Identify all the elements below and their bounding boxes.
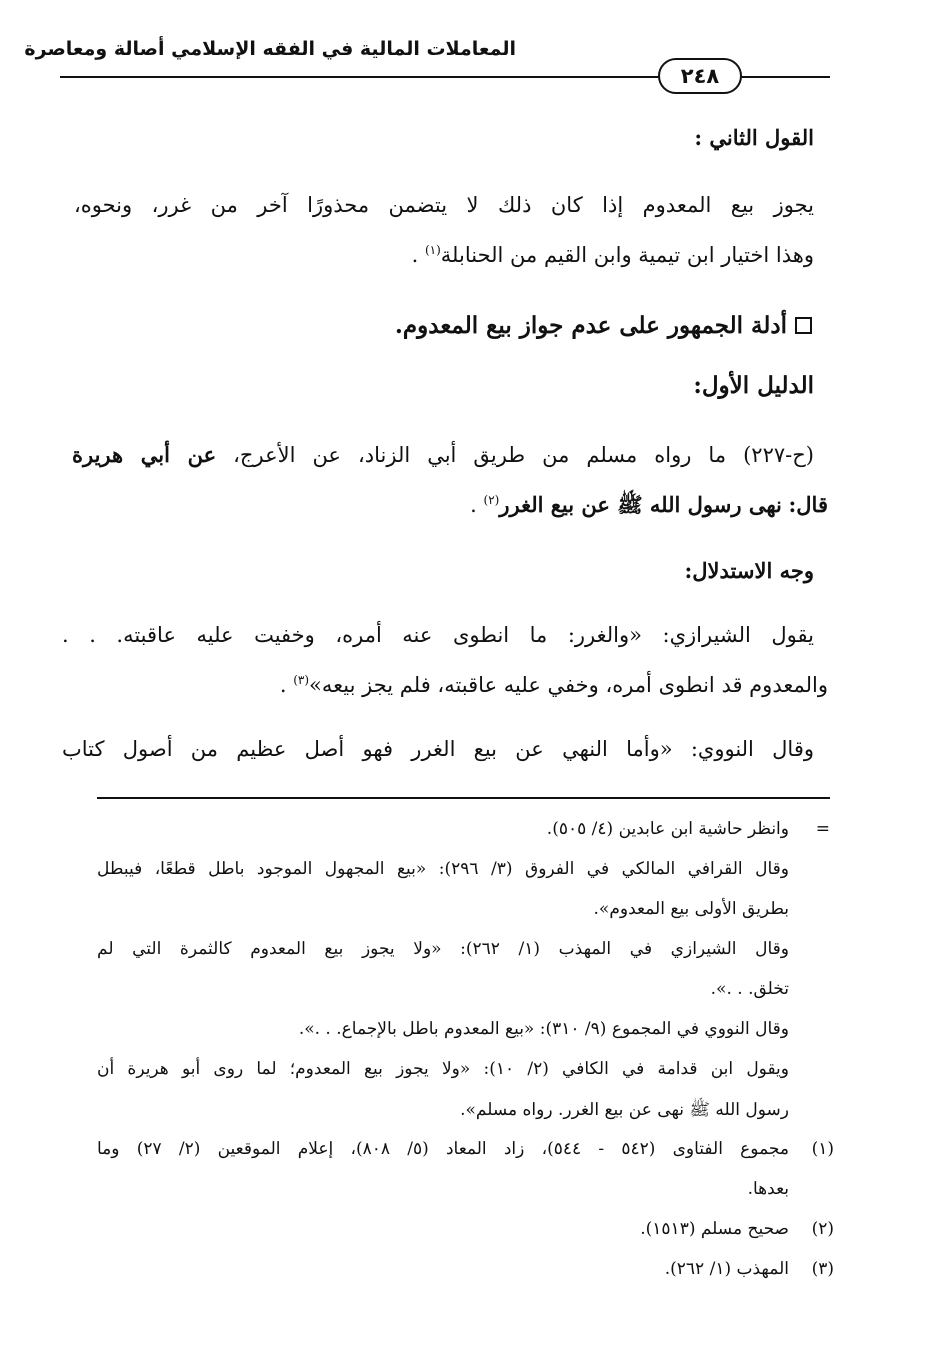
continuation-marker: = [815,819,830,839]
footnote-number: (٣) [811,1259,834,1279]
footnote-line: رسول الله ﷺ نهى عن بيع الغرر. رواه مسلم». [460,1100,789,1120]
footnote-number: (١) [811,1139,834,1159]
punctuation: . [470,493,477,517]
hadith-matn: نهى رسول الله ﷺ عن بيع الغرر [499,492,782,517]
punctuation: . [411,243,419,267]
quote-line: يقول الشيرازي: «والغرر: ما انطوى عنه أمره، وخفيت عليه عاقبته. . . [62,623,814,647]
footnote-number: (٢) [811,1219,834,1239]
footnote-ref: (٣) [293,673,310,687]
checkbox-square-icon [795,317,812,334]
hadith-narrator: عن أبي هريرة [72,442,217,467]
footnote-line: وانظر حاشية ابن عابدين (٤/ ٥٠٥). [546,819,789,839]
footnote-ref: (٢) [483,493,500,507]
footnote-line: تخلق. . .». [710,979,789,999]
inference-heading: وجه الاستدلال: [684,558,814,583]
quote-line: وقال النووي: «وأما النهي عن بيع الغرر فهو أصل عظيم من أصول كتاب [62,737,814,761]
footnote-line: المهذب (١/ ٢٦٢). [664,1259,789,1279]
hadith-line [470,492,828,523]
footnote-ref: (١) [424,243,441,257]
footnote-separator [97,797,830,799]
footnote-line: مجموع الفتاوى (٥٤٢ - ٥٤٤)، زاد المعاد (٥/ ٨٠٨)، إعلام الموقعين (٢/ ٢٧) وما [97,1139,789,1159]
paragraph-text: وهذا اختيار ابن تيمية وابن القيم من الحنابلة [440,243,814,267]
footnote-line: وقال الشيرازي في المهذب (١/ ٢٦٢): «ولا يجوز بيع المعدوم كالثمرة التي لم [97,939,789,959]
footnote-line: بطريق الأولى بيع المعدوم». [593,899,789,919]
hadith-said: قال: [788,492,828,517]
footnote-line: وقال النووي في المجموع (٩/ ٣١٠): «بيع المعدوم باطل بالإجماع. . .». [298,1019,789,1039]
punctuation: . [279,673,287,697]
first-proof-heading: الدليل الأول: [693,372,814,399]
footnote-line: بعدها. [747,1179,789,1199]
footnote-line: صحيح مسلم (١٥١٣). [640,1219,789,1239]
hadith-line [72,442,814,467]
page-number: ٢٤٨ [658,58,742,94]
footnote-line: ويقول ابن قدامة في الكافي (٢/ ١٠): «ولا يجوز بيع المعدوم؛ لما روى أبو هريرة أن [97,1059,789,1079]
hadith-text: (ح-٢٢٧) ما رواه مسلم من طريق أبي الزناد، عن الأعرج، [233,443,814,467]
evidence-heading [395,312,812,339]
evidence-heading-text: أدلة الجمهور على عدم جواز بيع المعدوم. [394,312,787,339]
paragraph-line [412,243,814,267]
running-title: المعاملات المالية في الفقه الإسلامي أصالة ومعاصرة [24,38,516,60]
quote-text: والمعدوم قد انطوى أمره، وخفي عليه عاقبته، فلم يجز بيعه» [309,673,828,697]
paragraph-line: يجوز بيع المعدوم إذا كان ذلك لا يتضمن محذورًا آخر من غرر، ونحوه، [74,193,814,217]
footnote-line: وقال القرافي المالكي في الفروق (٣/ ٢٩٦): «بيع المجهول الموجود باطل قطعًا، فيبطل [97,859,789,879]
quote-line [280,673,828,697]
second-opinion-heading: القول الثاني : [694,125,814,150]
